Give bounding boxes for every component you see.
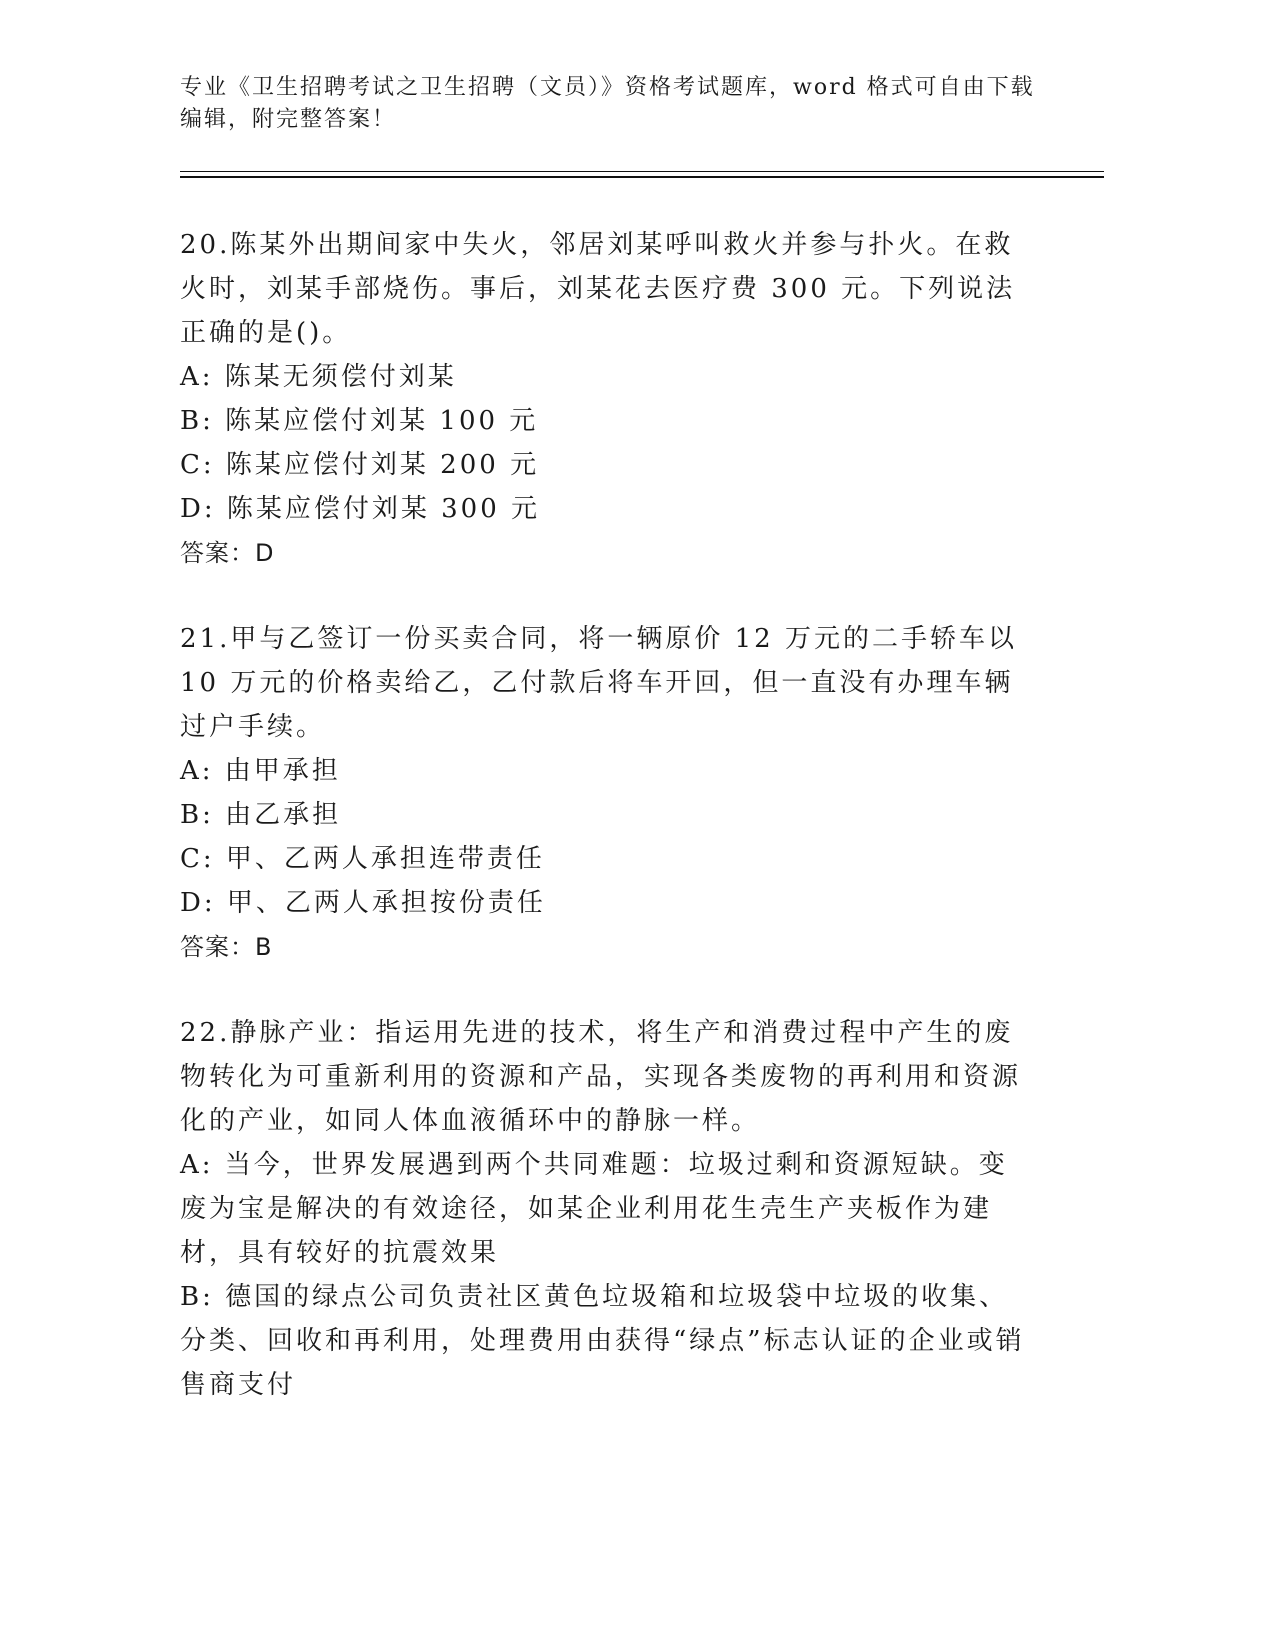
header-divider-thick <box>180 176 1104 178</box>
option-d: D: 陈某应偿付刘某 300 元 <box>180 494 541 524</box>
option-c: C: 陈某应偿付刘某 200 元 <box>180 450 540 480</box>
question-list <box>180 223 1025 1407</box>
document-header: 专业《卫生招聘考试之卫生招聘（文员）》资格考试题库，word 格式可自由下载编辑，附完整答案！ <box>180 75 1035 132</box>
option-b: B: 德国的绿点公司负责社区黄色垃圾箱和垃圾袋中垃圾的收集、分类、回收和再利用，处理费用由获得“绿点”标志认证的企业或销售商支付 <box>180 1282 1025 1400</box>
question-21 <box>180 617 1025 969</box>
option-b: B: 由乙承担 <box>180 800 342 830</box>
option-d: D: 甲、乙两人承担按份责任 <box>180 888 546 918</box>
answer-line: 答案：D <box>180 539 275 567</box>
header-divider-thin <box>180 171 1104 172</box>
question-22 <box>180 1011 1025 1407</box>
option-c: C: 甲、乙两人承担连带责任 <box>180 844 545 874</box>
option-a: A: 当今，世界发展遇到两个共同难题：垃圾过剩和资源短缺。变废为宝是解决的有效途径，如某企业利用花生壳生产夹板作为建材，具有较好的抗震效果 <box>180 1150 1008 1268</box>
question-stem: 22.静脉产业：指运用先进的技术，将生产和消费过程中产生的废物转化为可重新利用的资源和产品，实现各类废物的再利用和资源化的产业，如同人体血液循环中的静脉一样。 <box>180 1018 1022 1136</box>
question-stem: 20.陈某外出期间家中失火，邻居刘某呼叫救火并参与扑火。在救火时，刘某手部烧伤。事后，刘某花去医疗费 300 元。下列说法正确的是()。 <box>180 230 1016 348</box>
question-20 <box>180 223 1025 575</box>
option-a: A: 陈某无须偿付刘某 <box>180 362 457 392</box>
option-a: A: 由甲承担 <box>180 756 341 786</box>
option-b: B: 陈某应偿付刘某 100 元 <box>180 406 539 436</box>
question-stem: 21.甲与乙签订一份买卖合同，将一辆原价 12 万元的二手轿车以 10 万元的价格卖给乙，乙付款后将车开回，但一直没有办理车辆过户手续。 <box>180 624 1017 742</box>
answer-line: 答案：B <box>180 933 273 961</box>
